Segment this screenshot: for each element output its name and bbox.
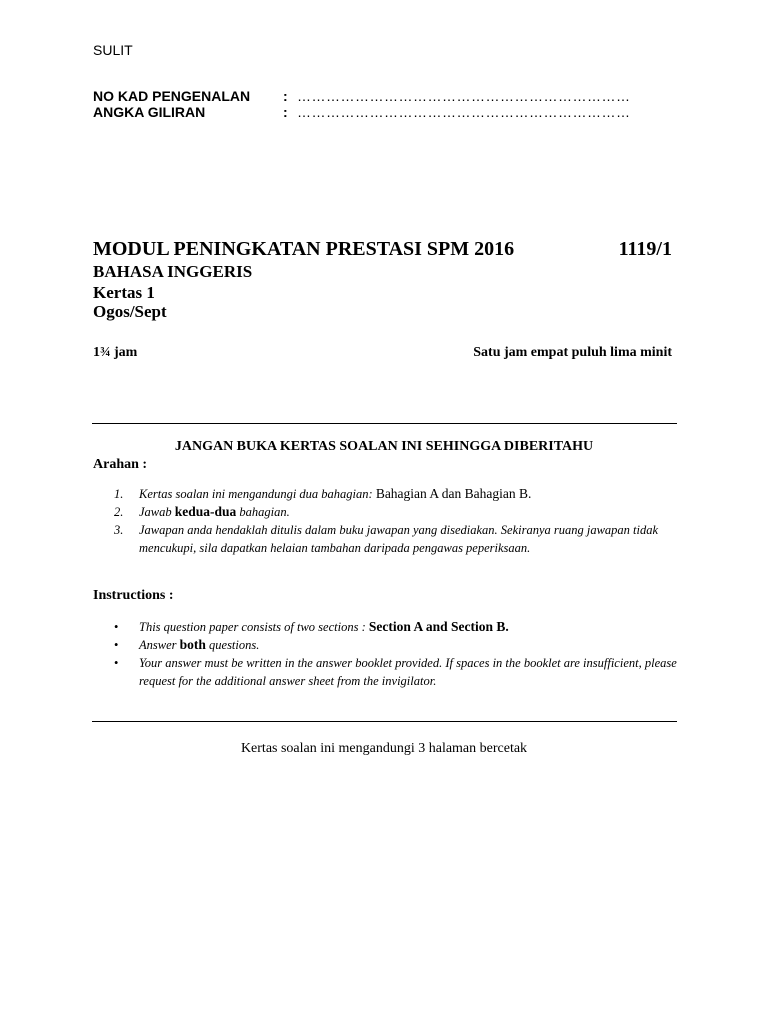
arahan-list	[114, 485, 684, 557]
module-title: MODUL PENINGKATAN PRESTASI SPM 2016	[93, 238, 515, 260]
id-card-label: NO KAD PENGENALAN	[93, 88, 251, 104]
instruction-item-emphasis: Section A and Section B.	[368, 619, 509, 634]
instructions-list	[114, 618, 684, 690]
arahan-item-emphasis: Bahagian A dan Bahagian B.	[375, 486, 532, 501]
arahan-item-text: Kertas soalan ini mengandungi dua bahagian:	[139, 487, 376, 501]
list-marker: 2.	[114, 505, 124, 519]
duration-words: Satu jam empat puluh lima minit	[473, 345, 672, 360]
paper-number: Kertas 1	[93, 283, 155, 302]
instruction-item	[114, 654, 684, 690]
list-marker: 1.	[114, 487, 124, 501]
arahan-item	[114, 521, 684, 557]
bullet-marker: •	[114, 620, 119, 634]
arahan-heading: Arahan :	[93, 457, 148, 472]
duration-short: 1¾ jam	[93, 345, 138, 360]
instruction-item-text: questions.	[205, 638, 260, 652]
paper-code: 1119/1	[618, 238, 672, 260]
arahan-item-emphasis: kedua-dua	[174, 504, 237, 519]
arahan-item-text: Jawapan anda hendaklah ditulis dalam buku jawapan yang disediakan. Sekiranya ruang jawapan tidak mencukupi, sila dapatkan helaian tambahan daripada pengawas peperiksaan.	[139, 523, 659, 555]
bullet-marker: •	[114, 656, 119, 670]
instruction-item-text: This question paper consists of two sections :	[139, 620, 369, 634]
instruction-item	[114, 618, 684, 636]
exam-month: Ogos/Sept	[93, 302, 167, 321]
id-card-colon: :	[283, 88, 288, 104]
instruction-item-emphasis: both	[179, 637, 206, 652]
subject-name: BAHASA INGGERIS	[93, 262, 253, 281]
arahan-item-text: Jawab	[139, 505, 175, 519]
bottom-divider	[92, 721, 677, 722]
id-card-dotted-line: ……………………………………………………………	[297, 88, 631, 104]
candidate-number-field	[93, 104, 631, 120]
candidate-number-colon: :	[283, 104, 288, 120]
instruction-item-text: Answer	[139, 638, 180, 652]
candidate-number-dotted-line: ……………………………………………………………	[297, 104, 631, 120]
bullet-marker: •	[114, 638, 119, 652]
do-not-open-warning: JANGAN BUKA KERTAS SOALAN INI SEHINGGA DIBERITAHU	[174, 439, 594, 454]
instruction-item-text: Your answer must be written in the answer booklet provided. If spaces in the booklet are insufficient, please request for the additional answer sheet from the invigilator.	[139, 656, 677, 688]
confidential-label: SULIT	[93, 42, 133, 58]
top-divider	[92, 423, 677, 424]
id-card-field	[93, 88, 631, 104]
instruction-item	[114, 636, 684, 654]
list-marker: 3.	[114, 523, 124, 537]
arahan-item	[114, 503, 684, 521]
arahan-item	[114, 485, 684, 503]
page-count-note: Kertas soalan ini mengandungi 3 halaman bercetak	[240, 741, 528, 756]
arahan-item-text: bahagian.	[236, 505, 290, 519]
candidate-number-label: ANGKA GILIRAN	[93, 104, 206, 120]
instructions-heading: Instructions :	[93, 588, 174, 603]
